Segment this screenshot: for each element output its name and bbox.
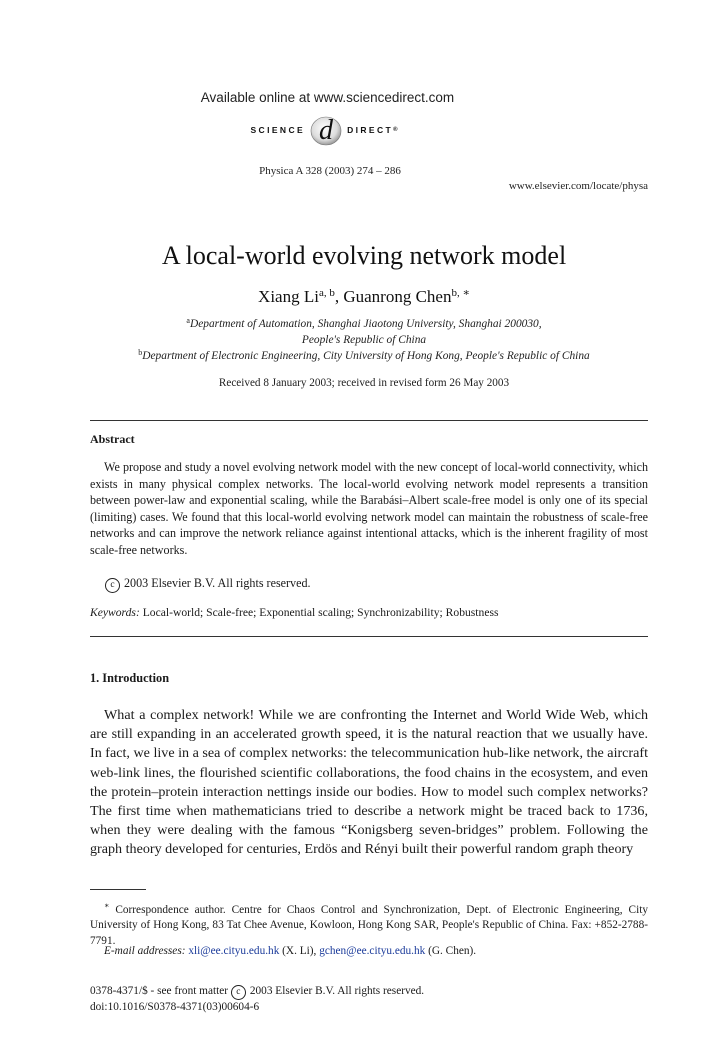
author-affiliation-mark: b, ∗ bbox=[451, 287, 470, 299]
author-name: Guanrong Chen bbox=[343, 287, 452, 306]
footnote-text: Correspondence author. Centre for Chaos Control and Synchronization, Dept. of Electronic Engineering, City University of Hong Kong, 83 Tat Chee Avenue, Kowloon, Hong Kong SAR, People's Republic of China. Fax: +852-2788-7791. bbox=[90, 903, 648, 947]
abstract-body: We propose and study a novel evolving network model with the new concept of local-world connectivity, which exists in many physical complex networks. The local-world evolving network model represents a transition between power-law and exponential scaling, while the Barabási–Albert scale-free model is only one of its special (limiting) cases. We found that this local-world evolving network model can maintain the robustness of scale-free networks and can improve the network reliance against intentional attacks, which is the inherent fragility of most scale-free networks. bbox=[90, 460, 648, 557]
introduction-paragraph: What a complex network! While we are confronting the Internet and World Wide Web, which are still expanding in an accelerated growth speed, it is the natural reaction that we usually have. In fact, we live in a sea of complex networks: the telecommunication hub-like network, the aircraft web-link lines, the flourished scientific collaborations, the food chains in the ecosystem, and even the protein–protein interaction nettings inside our bodies. How to model such complex networks? The first time when mathematicians tried to describe a network might be traced back to 1736, when they were dealing with the famous “Konigsberg seven-bridges” problem. Following the graph theory developed for centuries, Erdös and Rényi built their powerful random graph theory bbox=[90, 707, 648, 858]
issn-prefix: 0378-4371/$ - see front matter bbox=[90, 985, 229, 997]
copyright-icon: c bbox=[105, 578, 120, 593]
correspondence-footnote bbox=[90, 898, 648, 949]
affiliation-text: Department of Automation, Shanghai Jiaotong University, Shanghai 200030, bbox=[189, 318, 542, 330]
journal-reference: Physica A 328 (2003) 274 – 286 bbox=[259, 165, 401, 177]
article-title: A local-world evolving network model bbox=[161, 241, 567, 270]
author-separator: , bbox=[334, 287, 344, 306]
issn-line bbox=[90, 985, 424, 1000]
email-label: E-mail addresses: bbox=[104, 945, 186, 957]
logo-mark-letter: d bbox=[319, 115, 334, 146]
issn-suffix: 2003 Elsevier B.V. All rights reserved. bbox=[249, 985, 425, 997]
logo-science-word: SCIENCE bbox=[250, 125, 306, 135]
email-link-chen[interactable]: gchen@ee.cityu.edu.hk bbox=[319, 945, 426, 957]
logo-registered-mark: ® bbox=[393, 127, 398, 133]
received-dates: Received 8 January 2003; received in revised form 26 May 2003 bbox=[218, 377, 510, 389]
logo-direct-word: DIRECT bbox=[347, 125, 394, 135]
keywords-label: Keywords: bbox=[90, 606, 140, 619]
affiliation-a bbox=[0, 318, 728, 330]
copyright-icon: c bbox=[231, 985, 246, 1000]
section-heading-introduction: 1. Introduction bbox=[90, 671, 170, 685]
author-name: Xiang Li bbox=[258, 287, 319, 306]
affiliation-b bbox=[0, 350, 728, 362]
sciencedirect-logo[interactable] bbox=[0, 113, 648, 147]
abstract-bottom-rule bbox=[90, 636, 648, 637]
abstract-top-rule bbox=[90, 420, 648, 421]
copyright-text: 2003 Elsevier B.V. All rights reserved. bbox=[124, 576, 311, 590]
doi-line: doi:10.1016/S0378-4371(03)00604-6 bbox=[90, 1001, 260, 1013]
affiliation-text: Department of Electronic Engineering, City University of Hong Kong, People's Republic of China bbox=[142, 350, 590, 362]
author-line bbox=[0, 287, 728, 307]
email-owner-chen: (G. Chen). bbox=[428, 945, 477, 957]
sciencedirect-mark-icon bbox=[309, 113, 343, 147]
email-addresses bbox=[104, 945, 476, 957]
affiliation-label: a bbox=[186, 316, 190, 325]
email-owner-li: (X. Li), bbox=[282, 945, 317, 957]
author-affiliation-mark: a, b bbox=[318, 287, 335, 299]
footnote-mark: ∗ bbox=[104, 901, 110, 910]
keywords-list: Local-world; Scale-free; Exponential scaling; Synchronizability; Robustness bbox=[142, 606, 499, 619]
affiliation-a-continued: People's Republic of China bbox=[301, 334, 427, 346]
footnote-rule bbox=[90, 889, 146, 890]
available-online-text: Available online at www.sciencedirect.com bbox=[200, 90, 455, 105]
keywords-line bbox=[90, 606, 499, 619]
abstract-heading: Abstract bbox=[90, 432, 135, 446]
abstract-copyright bbox=[105, 576, 311, 593]
journal-url-link[interactable]: www.elsevier.com/locate/physa bbox=[508, 180, 648, 192]
email-link-li[interactable]: xli@ee.cityu.edu.hk bbox=[188, 945, 280, 957]
affiliation-label: b bbox=[138, 348, 143, 357]
